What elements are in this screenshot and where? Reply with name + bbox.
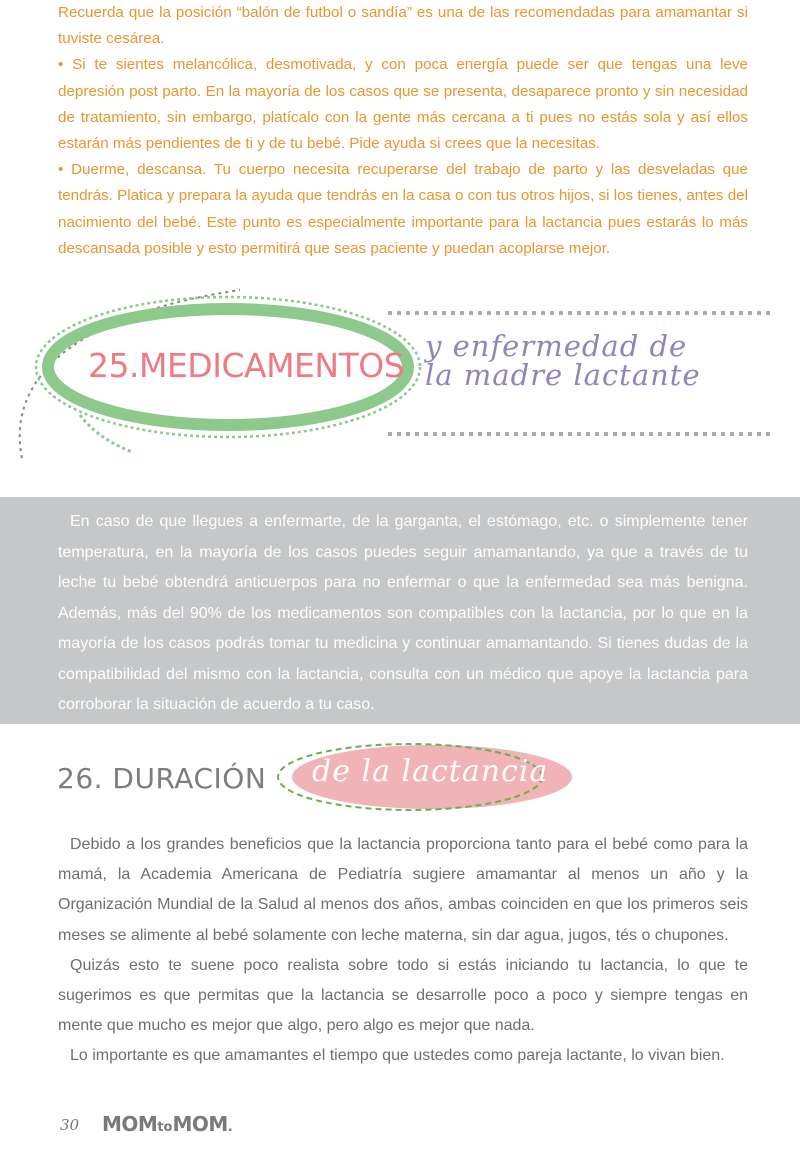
paragraph-descanso: • Duerme, descansa. Tu cuerpo necesita recuperarse del trabajo de parto y las desveladas que tendrás. Platica y prepara la ayuda que tendrás en la casa o con tus otros hijos, si los tienes, antes del nacimiento del bebé. Este punto es especialmente importante para la lactancia pues estarás lo más descansada posible y esto permitirá que seas paciente y puedan acoplarse mejor. — [58, 161, 748, 257]
section-25-heading — [0, 280, 800, 460]
paragraph-depresion: • Si te sientes melancólica, desmotivada, y con poca energía puede ser que tengas una leve depresión post parto. En la mayoría de los casos que se presenta, desaparece pronto y sin necesidad de tratamiento, sin embargo, platícalo con la gente más cercana a ti pues no estás sola y así ellos estarán más pendientes de ti y de tu bebé. Pide ayuda si crees que la necesitas. — [58, 56, 748, 153]
section-25-title: 25.MEDICAMENTOS — [88, 346, 405, 385]
section-25-body: En caso de que llegues a enfermarte, de la garganta, el estómago, etc. o simplemente tener temperatura, en la mayoría de los casos puedes seguir amamantando, ya que a través de tu leche tu bebé obtendrá anticuerpos para no enfermar o que la enfermedad sea más benigna. Además, más del 90% de los medicamentos son compatibles con la lactancia, por lo que en la mayoría de los casos podrás tomar tu medicina y continuar amamantando. Si tienes dudas de la compatibilidad del mismo con la lactancia, consulta con un médico que apoye la lactancia para corroborar la situación de acuerdo a tu caso. — [58, 513, 748, 713]
paragraph-beneficios: Debido a los grandes beneficios que la lactancia proporciona tanto para el bebé como para la mamá, la Academia Americana de Pediatría sugiere amamantar al menos un año y la Organización Mundial de la Salud al menos dos años, ambas coinciden en que los primeros seis meses se alimente al bebé solamente con leche materna, sin dar agua, jugos, tés o chupones. — [58, 836, 748, 944]
section-26-title: 26. DURACIÓN — [57, 762, 267, 795]
section-26-heading — [0, 740, 800, 820]
section-25-subtitle-line1: y enfermedad de — [425, 329, 688, 363]
section-25-body-box — [0, 497, 800, 724]
page-number: 30 — [60, 1116, 80, 1134]
section-25-subtitle — [425, 329, 701, 392]
intro-text-block — [58, 0, 748, 262]
section-25-subtitle-line2: la madre lactante — [425, 358, 701, 392]
paragraph-importante: Lo importante es que amamantes el tiempo que ustedes como pareja lactante, lo vivan bien. — [70, 1047, 725, 1065]
paragraph-cesarea: Recuerda que la posición “balón de futbol o sandía” es una de las recomendadas para amamantar si tuviste cesárea. — [58, 4, 748, 48]
section-26-body — [58, 830, 748, 1072]
brand-logo: MOMtoMOM. — [102, 1112, 233, 1136]
section-26-subtitle: de la lactancia — [312, 754, 549, 789]
paragraph-realista: Quizás esto te suene poco realista sobre todo si estás iniciando tu lactancia, lo que te sugerimos es que permitas que la lactancia se desarrolle poco a poco y siempre tengas en mente que mucho es mejor que algo, pero algo es mejor que nada. — [58, 956, 748, 1035]
